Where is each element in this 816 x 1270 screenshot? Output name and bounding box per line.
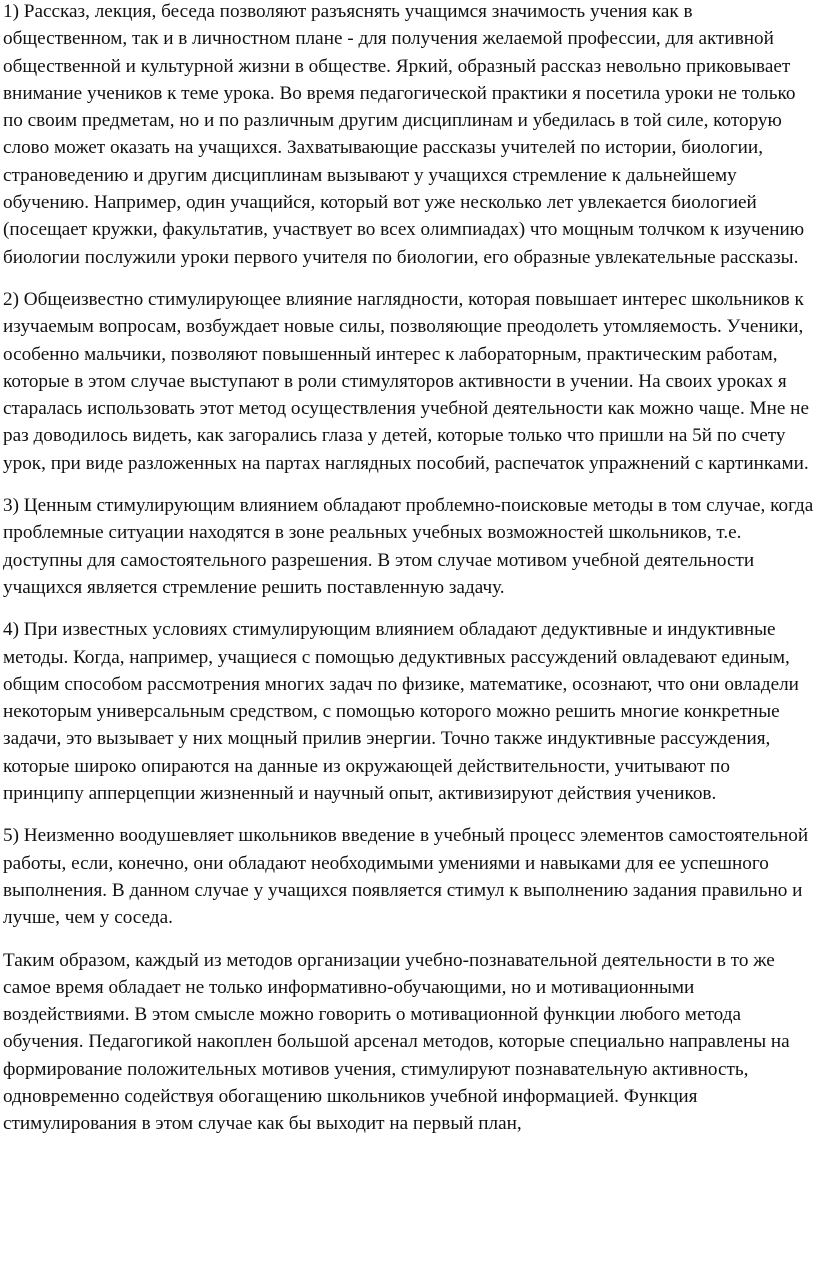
document-body: [3, 0, 815, 1153]
paragraph-5: 5) Неизменно воодушевляет школьников введение в учебный процесс элементов самостоятельной работы, если, конечно, они обладают необходимыми умениями и навыками для ее успешного выполнения. В данном случае у учащихся появляется стимул к выполнению задания правильно и лучше, чем у соседа.: [3, 825, 809, 929]
paragraph-conclusion: Таким образом, каждый из методов организации учебно-познавательной деятельности в то же самое время обладает не только информативно-обучающими, но и мотивационными воздействиями. В этом смысле можно говорить о мотивационной функции любого метода обучения. Педагогикой накоплен большой арсенал методов, которые специально направлены на формирование положительных мотивов учения, стимулируют познавательную активность, одновременно содействуя обогащению школьников учебной информацией. Функция стимулирования в этом случае как бы выходит на первый план,: [3, 949, 790, 1135]
paragraph-4: 4) При известных условиях стимулирующим влиянием обладают дедуктивные и индуктивные методы. Когда, например, учащиеся с помощью дедуктивных рассуждений овладевают единым, общим способом рассмотрения многих задач по физике, математике, осознают, что они овладели некоторым универсальным средством, с помощью которого можно решить многие конкретные задачи, это вызывает у них мощный прилив энергии. Точно также индуктивные рассуждения, которые широко опираются на данные из окружающей действительности, учитывают по принципу апперцепции жизненный и научный опыт, активизируют действия учеников.: [3, 619, 799, 805]
paragraph-3: 3) Ценным стимулирующим влиянием обладают проблемно-поисковые методы в том случае, когда проблемные ситуации находятся в зоне реальных учебных возможностей школьников, т.е. доступны для самостоятельного разрешения. В этом случае мотивом учебной деятельности учащихся является стремление решить поставленную задачу.: [3, 495, 814, 598]
paragraph-2: 2) Общеизвестно стимулирующее влияние наглядности, которая повышает интерес школьников к изучаемым вопросам, возбуждает новые силы, позволяющие преодолеть утомляемость. Ученики, особенно мальчики, позволяют повышенный интерес к лабораторным, практическим работам, которые в этом случае выступают в роли стимуляторов активности в учении. На своих уроках я старалась использовать этот метод осуществления учебной деятельности как можно чаще. Мне не раз доводилось видеть, как загорались глаза у детей, которые только что пришли на 5й по счету урок, при виде разложенных на партах наглядных пособий, распечаток упражнений с картинками.: [3, 288, 809, 474]
paragraph-1: 1) Рассказ, лекция, беседа позволяют разъяснять учащимся значимость учения как в общественном, так и в личностном плане - для получения желаемой профессии, для активной общественной и культурной жизни в обществе. Яркий, образный рассказ невольно приковывает внимание учеников к теме урока. Во время педагогической практики я посетила уроки не только по своим предметам, но и по различным другим дисциплинам и убедилась в той силе, которую слово может оказать на учащихся. Захватывающие рассказы учителей по истории, биологии, страноведению и другим дисциплинам вызывают у учащихся стремление к дальнейшему обучению. Например, один учащийся, который вот уже несколько лет увлекается биологией (посещает кружки, факультатив, участвует во всех олимпиадах) что мощным толчком к изучению биологии послужили уроки первого учителя по биологии, его образные увлекательные рассказы.: [3, 1, 805, 268]
